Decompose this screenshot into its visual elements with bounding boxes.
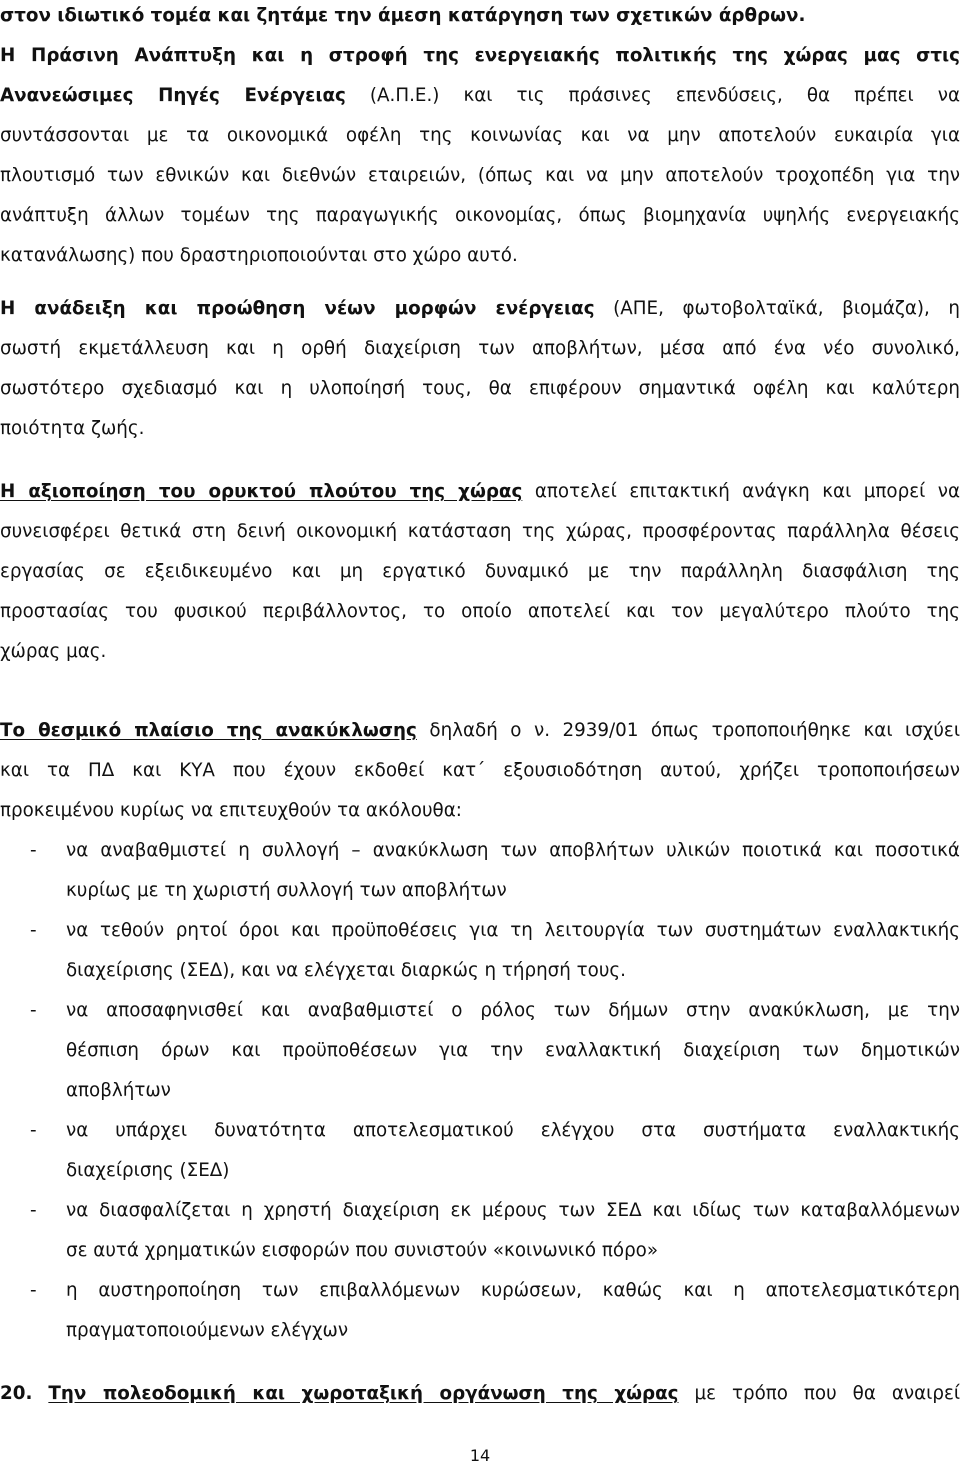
list-dash: -	[30, 1120, 37, 1141]
body-line: ανάπτυξη άλλων τομέων της παραγωγικής οικονομίας, όπως βιομηχανία υψηλής ενεργειακής	[0, 205, 960, 226]
list-item: θέσπιση όρων και προϋποθέσεων για την εναλλακτική διαχείριση των δημοτικών	[66, 1040, 960, 1061]
list-item: σε αυτά χρηματικών εισφορών που συνιστούν «κοινωνικό πόρο»	[66, 1240, 659, 1261]
list-dash: -	[30, 840, 37, 861]
list-dash: -	[30, 920, 37, 941]
body-line	[0, 298, 960, 322]
body-line	[0, 720, 960, 744]
list-item: να υπάρχει δυνατότητα αποτελεσματικού ελέγχου στα συστήματα εναλλακτικής	[66, 1120, 960, 1141]
body-text: (ΑΠΕ, φωτοβολταϊκά, βιομάζα), η	[613, 298, 960, 319]
body-line	[0, 5, 960, 29]
body-line: χώρας μας.	[0, 641, 107, 662]
body-line	[0, 45, 960, 69]
body-text: αποτελεί επιτακτική ανάγκη και μπορεί να	[534, 481, 960, 502]
section-heading	[0, 1383, 960, 1407]
list-item: πραγματοποιούμενων ελέγχων	[66, 1320, 349, 1341]
list-item: να τεθούν ρητοί όροι και προϋποθέσεις για τη λειτουργία των συστημάτων εναλλακτικής	[66, 920, 960, 941]
body-text: δηλαδή ο ν. 2939/01 όπως τροποποιήθηκε και ισχύει	[429, 720, 960, 741]
page-number: 14	[469, 1446, 491, 1465]
body-line: προστασίας του φυσικού περιβάλλοντος, το οποίο αποτελεί και τον μεγαλύτερο πλούτο της	[0, 601, 960, 622]
bold-text: στον ιδιωτικό τομέα και ζητάμε την άμεση κατάργηση των σχετικών άρθρων.	[0, 5, 806, 26]
section-number: 20.	[0, 1383, 33, 1404]
list-item: να διασφαλίζεται η χρηστή διαχείριση εκ μέρους των ΣΕΔ και ιδίως των καταβαλλόμενων	[66, 1200, 960, 1221]
body-line: σωστότερο σχεδιασμό και η υλοποίησή τους, θα επιφέρουν σημαντικά οφέλη και καλύτερη	[0, 378, 960, 399]
body-line	[0, 481, 960, 505]
body-line: εργασίας σε εξειδικευμένο και μη εργατικό δυναμικό με την παράλληλη διασφάλιση της	[0, 561, 960, 582]
list-item: η αυστηροποίηση των επιβαλλόμενων κυρώσεων, καθώς και η αποτελεσματικότερη	[66, 1280, 960, 1301]
list-item: διαχείρισης (ΣΕΔ)	[66, 1160, 230, 1181]
body-line: συνεισφέρει θετικά στη δεινή οικονομική κατάσταση της χώρας, προσφέροντας παράλληλα θέσεις	[0, 521, 960, 542]
bold-text: Ανανεώσιμες Πηγές Ενέργειας	[0, 85, 346, 106]
list-item: διαχείρισης (ΣΕΔ), και να ελέγχεται διαρκώς η τήρησή τους.	[66, 960, 626, 981]
list-dash: -	[30, 1200, 37, 1221]
body-line: συντάσσονται με τα οικονομικά οφέλη της κοινωνίας και να μην αποτελούν ευκαιρία για	[0, 125, 960, 146]
body-line: πλουτισμό των εθνικών και διεθνών εταιρειών, (όπως και να μην αποτελούν τροχοπέδη για την	[0, 165, 960, 186]
body-line: κατανάλωσης) που δραστηριοποιούνται στο χώρο αυτό.	[0, 245, 518, 266]
body-text: (Α.Π.Ε.) και τις πράσινες επενδύσεις, θα πρέπει να	[369, 85, 960, 106]
body-line	[0, 85, 960, 109]
body-line: σωστή εκμετάλλευση και η ορθή διαχείριση των αποβλήτων, μέσα από ένα νέο συνολικό,	[0, 338, 960, 359]
list-dash: -	[30, 1280, 37, 1301]
body-text: με τρόπο που θα αναιρεί	[694, 1383, 960, 1404]
bold-text: Η ανάδειξη και προώθηση νέων μορφών ενέργειας	[0, 298, 595, 319]
list-item: να αναβαθμιστεί η συλλογή – ανακύκλωση των αποβλήτων υλικών ποιοτικά και ποσοτικά	[66, 840, 960, 861]
bold-text: Η Πράσινη Ανάπτυξη και η στροφή της ενεργειακής πολιτικής της χώρας μας στις	[0, 45, 960, 66]
list-item: αποβλήτων	[66, 1080, 171, 1101]
bold-underlined-text: Η αξιοποίηση του ορυκτού πλούτου της χώρας	[0, 481, 523, 502]
body-line: και τα ΠΔ και ΚΥΑ που έχουν εκδοθεί κατ΄ εξουσιοδότηση αυτού, χρήζει τροποποιήσεων	[0, 760, 960, 781]
section-title: Την πολεοδομική και χωροταξική οργάνωση της χώρας	[48, 1383, 679, 1404]
list-item: να αποσαφηνισθεί και αναβαθμιστεί ο ρόλος των δήμων στην ανακύκλωση, με την	[66, 1000, 960, 1021]
body-line: ποιότητα ζωής.	[0, 418, 145, 439]
bold-underlined-text: Το θεσμικό πλαίσιο της ανακύκλωσης	[0, 720, 417, 741]
body-line: προκειμένου κυρίως να επιτευχθούν τα ακόλουθα:	[0, 800, 462, 821]
list-item: κυρίως με τη χωριστή συλλογή των αποβλήτων	[66, 880, 507, 901]
list-dash: -	[30, 1000, 37, 1021]
